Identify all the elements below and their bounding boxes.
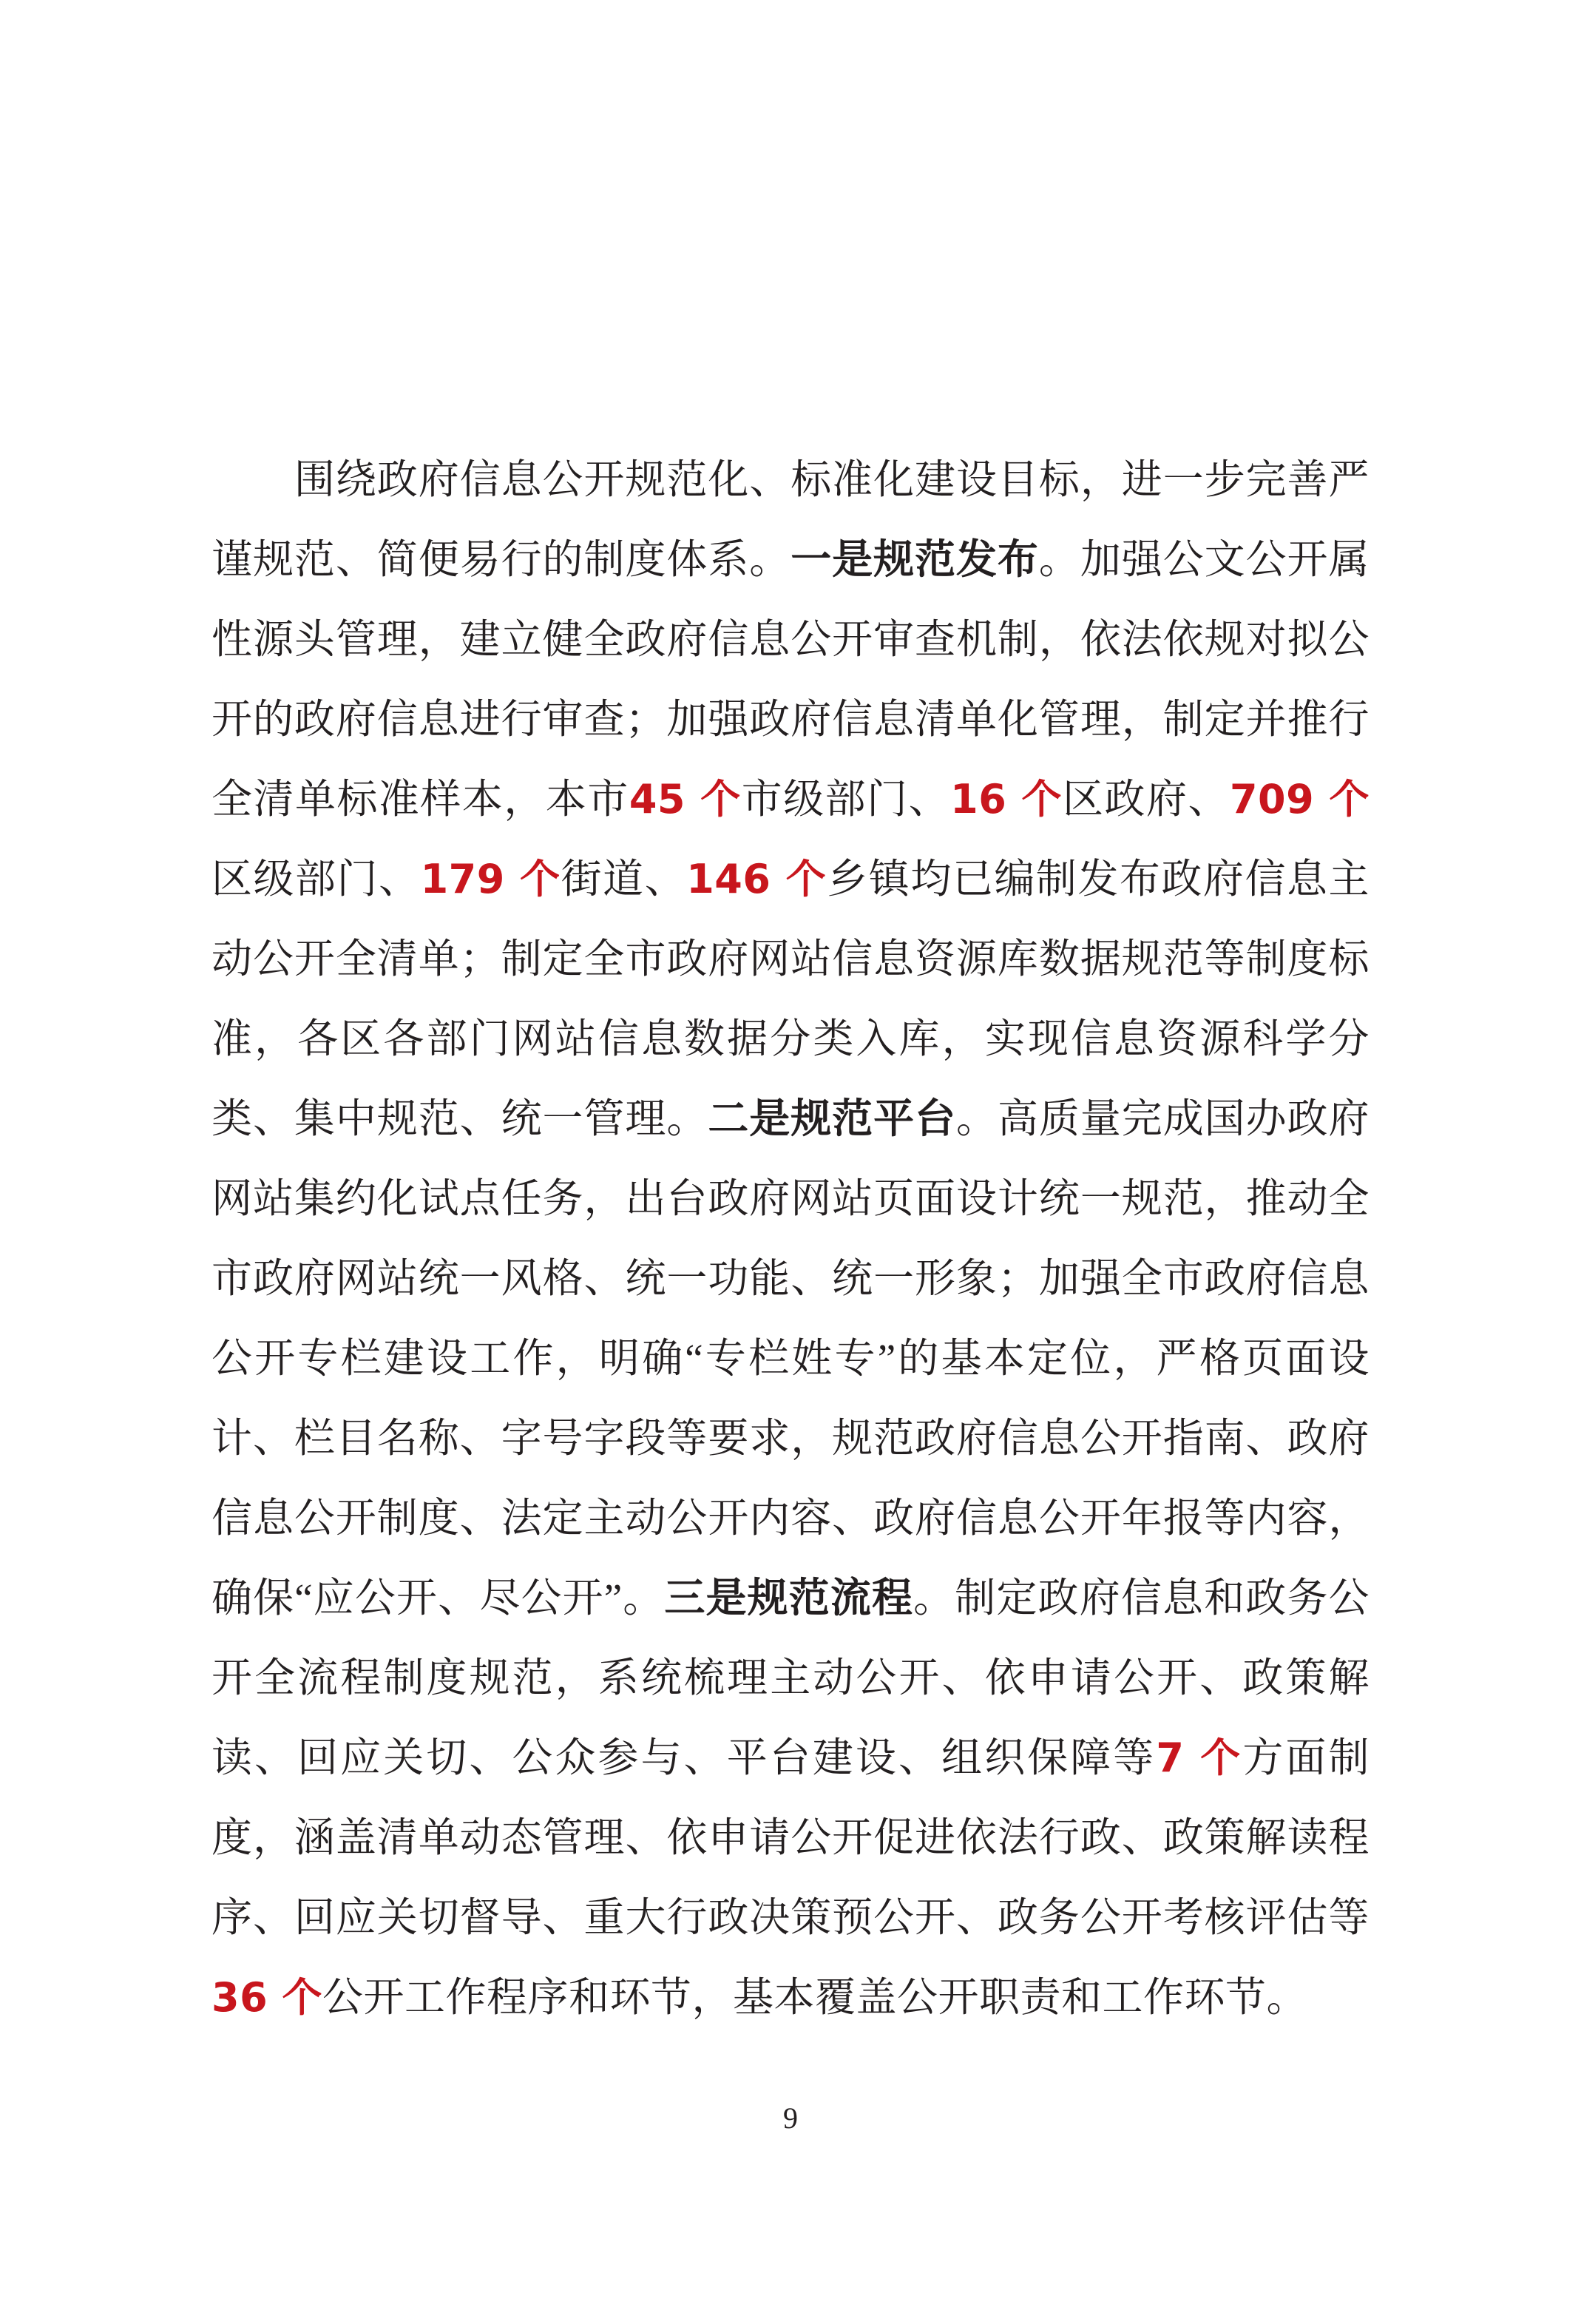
text-run: 街道、 (561, 857, 687, 902)
emphasis-heading: 一是规范发布 (790, 537, 1039, 582)
text-run: 乡镇均已编制发布政府信息主动公开全清单；制定全市政府网站信息资源库数据规范等制度标准，各区各部门网站信息数据分类入库，实现信息资源科学分类、集中规范、统一管理。 (211, 857, 1370, 1141)
highlight-number: 146 个 (686, 856, 827, 902)
text-run: 方面制度，涵盖清单动态管理、依申请公开促进依法行政、政策解读程序、回应关切督导、重大行政决策预公开、政务公开考核评估等 (211, 1735, 1370, 1940)
text-run: 。制定政府信息和政务公开全流程制度规范，系统梳理主动公开、依申请公开、政策解读、回应关切、公众参与、平台建设、组织保障等 (211, 1575, 1370, 1780)
text-run: 区政府、 (1063, 777, 1230, 822)
highlight-number: 16 个 (950, 776, 1063, 822)
text-run: 。加强公文公开属性源头管理，建立健全政府信息公开审查机制，依法依规对拟公开的政府信息进行审查；加强政府信息清单化管理，制定并推行全清单标准样本，本市 (211, 537, 1370, 822)
emphasis-heading: 二是规范平台 (708, 1096, 956, 1141)
text-run: 围绕政府信息公开规范化、标准化建设目标，进一步完善严谨规范、简便易行的制度体系。 (211, 457, 1370, 582)
text-run: 区级部门、 (211, 857, 421, 902)
text-run: 市级部门、 (741, 777, 951, 822)
page-content (211, 399, 1370, 2078)
paragraph-indent (211, 457, 294, 502)
text-run: 。高质量完成国办政府网站集约化试点任务，出台政府网站页面设计统一规范，推动全市政府网站统一风格、统一功能、统一形象；加强全市政府信息公开专栏建设工作，明确“专栏姓专”的基本定位，严格页面设计、栏目名称、字号字段等要求，规范政府信息公开指南、政府信息公开制度、法定主动公开内容、政府信息公开年报等内容，确保“应公开、尽公开”。 (211, 1096, 1370, 1621)
highlight-number: 709 个 (1229, 776, 1370, 822)
highlight-number: 7 个 (1156, 1734, 1243, 1781)
highlight-number: 179 个 (420, 856, 561, 902)
page-number: 9 (783, 2101, 798, 2135)
emphasis-heading: 三是规范流程 (664, 1575, 914, 1621)
highlight-number: 45 个 (629, 776, 742, 822)
body-paragraph (211, 440, 1370, 2038)
text-run: 公开工作程序和环节，基本覆盖公开职责和工作环节。 (322, 1975, 1307, 2020)
highlight-number: 36 个 (211, 1974, 322, 2021)
